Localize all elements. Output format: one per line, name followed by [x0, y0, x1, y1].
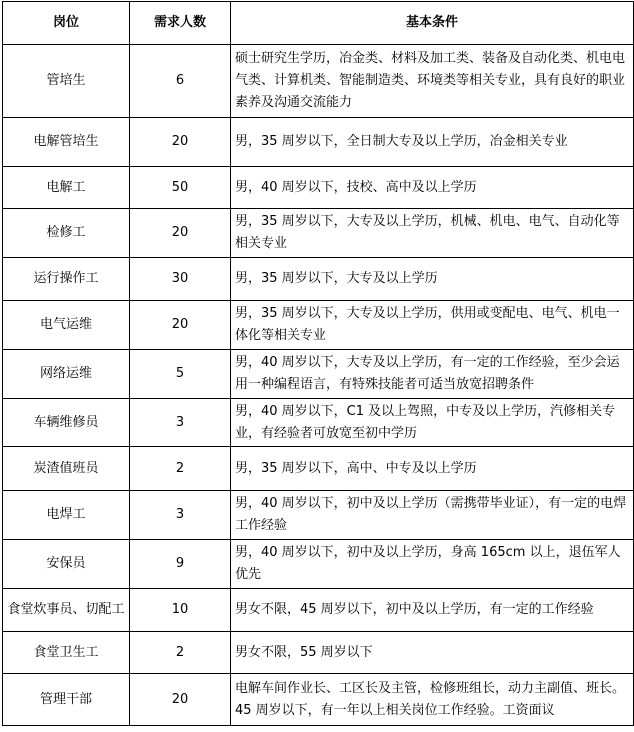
position-cell: 运行操作工 — [3, 258, 130, 301]
conditions-cell: 男，40 周岁以下，初中及以上学历（需携带毕业证），有一定的电焊工作经验 — [231, 491, 634, 540]
conditions-cell: 男，35 周岁以下，大专及以上学历 — [231, 258, 634, 301]
count-cell: 10 — [130, 589, 231, 632]
conditions-cell: 男女不限，55 周岁以下 — [231, 632, 634, 674]
table-row — [3, 674, 634, 726]
position-cell: 电焊工 — [3, 491, 130, 540]
table-row — [3, 167, 634, 209]
position-cell: 管培生 — [3, 45, 130, 118]
table-row — [3, 209, 634, 258]
recruitment-table — [2, 1, 634, 726]
position-cell: 食堂炊事员、切配工 — [3, 589, 130, 632]
conditions-cell: 男，35 周岁以下，大专及以上学历，机械、机电、电气、自动化等相关专业 — [231, 209, 634, 258]
conditions-cell: 男，40 周岁以下，C1 及以上驾照，中专及以上学历，汽修相关专业，有经验者可放宽至初中学历 — [231, 399, 634, 447]
conditions-cell: 男，35 周岁以下，高中、中专及以上学历 — [231, 447, 634, 491]
count-cell: 30 — [130, 258, 231, 301]
conditions-cell: 男，35 周岁以下，全日制大专及以上学历，冶金相关专业 — [231, 118, 634, 167]
position-cell: 安保员 — [3, 540, 130, 589]
count-cell: 20 — [130, 301, 231, 350]
position-cell: 电气运维 — [3, 301, 130, 350]
position-cell: 电解管培生 — [3, 118, 130, 167]
count-cell: 50 — [130, 167, 231, 209]
table-row — [3, 540, 634, 589]
conditions-cell: 男，35 周岁以下，大专及以上学历，供用或变配电、电气、机电一体化等相关专业 — [231, 301, 634, 350]
table-row — [3, 589, 634, 632]
conditions-cell: 男，40 周岁以下，初中及以上学历，身高 165cm 以上，退伍军人优先 — [231, 540, 634, 589]
position-cell: 车辆维修员 — [3, 399, 130, 447]
table-row — [3, 258, 634, 301]
conditions-cell: 硕士研究生学历，冶金类、材料及加工类、装备及自动化类、机电电气类、计算机类、智能制造类、环境类等相关专业，具有良好的职业素养及沟通交流能力 — [231, 45, 634, 118]
table-row — [3, 350, 634, 399]
count-cell: 20 — [130, 674, 231, 726]
table-row — [3, 491, 634, 540]
position-cell: 检修工 — [3, 209, 130, 258]
count-cell: 20 — [130, 118, 231, 167]
table-row — [3, 45, 634, 118]
conditions-cell: 男，40 周岁以下，技校、高中及以上学历 — [231, 167, 634, 209]
count-cell: 3 — [130, 399, 231, 447]
table-row — [3, 301, 634, 350]
position-cell: 电解工 — [3, 167, 130, 209]
position-cell: 网络运维 — [3, 350, 130, 399]
count-cell: 9 — [130, 540, 231, 589]
count-cell: 3 — [130, 491, 231, 540]
position-cell: 食堂卫生工 — [3, 632, 130, 674]
table-row — [3, 118, 634, 167]
header-count: 需求人数 — [130, 2, 231, 45]
header-conditions: 基本条件 — [231, 2, 634, 45]
count-cell: 6 — [130, 45, 231, 118]
table-row — [3, 632, 634, 674]
count-cell: 5 — [130, 350, 231, 399]
header-row — [3, 2, 634, 45]
conditions-cell: 男女不限，45 周岁以下，初中及以上学历，有一定的工作经验 — [231, 589, 634, 632]
position-cell: 炭渣值班员 — [3, 447, 130, 491]
count-cell: 2 — [130, 447, 231, 491]
conditions-cell: 男，40 周岁以下，大专及以上学历，有一定的工作经验，至少会运用一种编程语言，有特殊技能者可适当放宽招聘条件 — [231, 350, 634, 399]
count-cell: 2 — [130, 632, 231, 674]
table-row — [3, 399, 634, 447]
count-cell: 20 — [130, 209, 231, 258]
conditions-cell: 电解车间作业长、工区长及主管，检修班组长，动力主副值、班长。45 周岁以下，有一年以上相关岗位工作经验。工资面议 — [231, 674, 634, 726]
table-row — [3, 447, 634, 491]
header-position: 岗位 — [3, 2, 130, 45]
position-cell: 管理干部 — [3, 674, 130, 726]
